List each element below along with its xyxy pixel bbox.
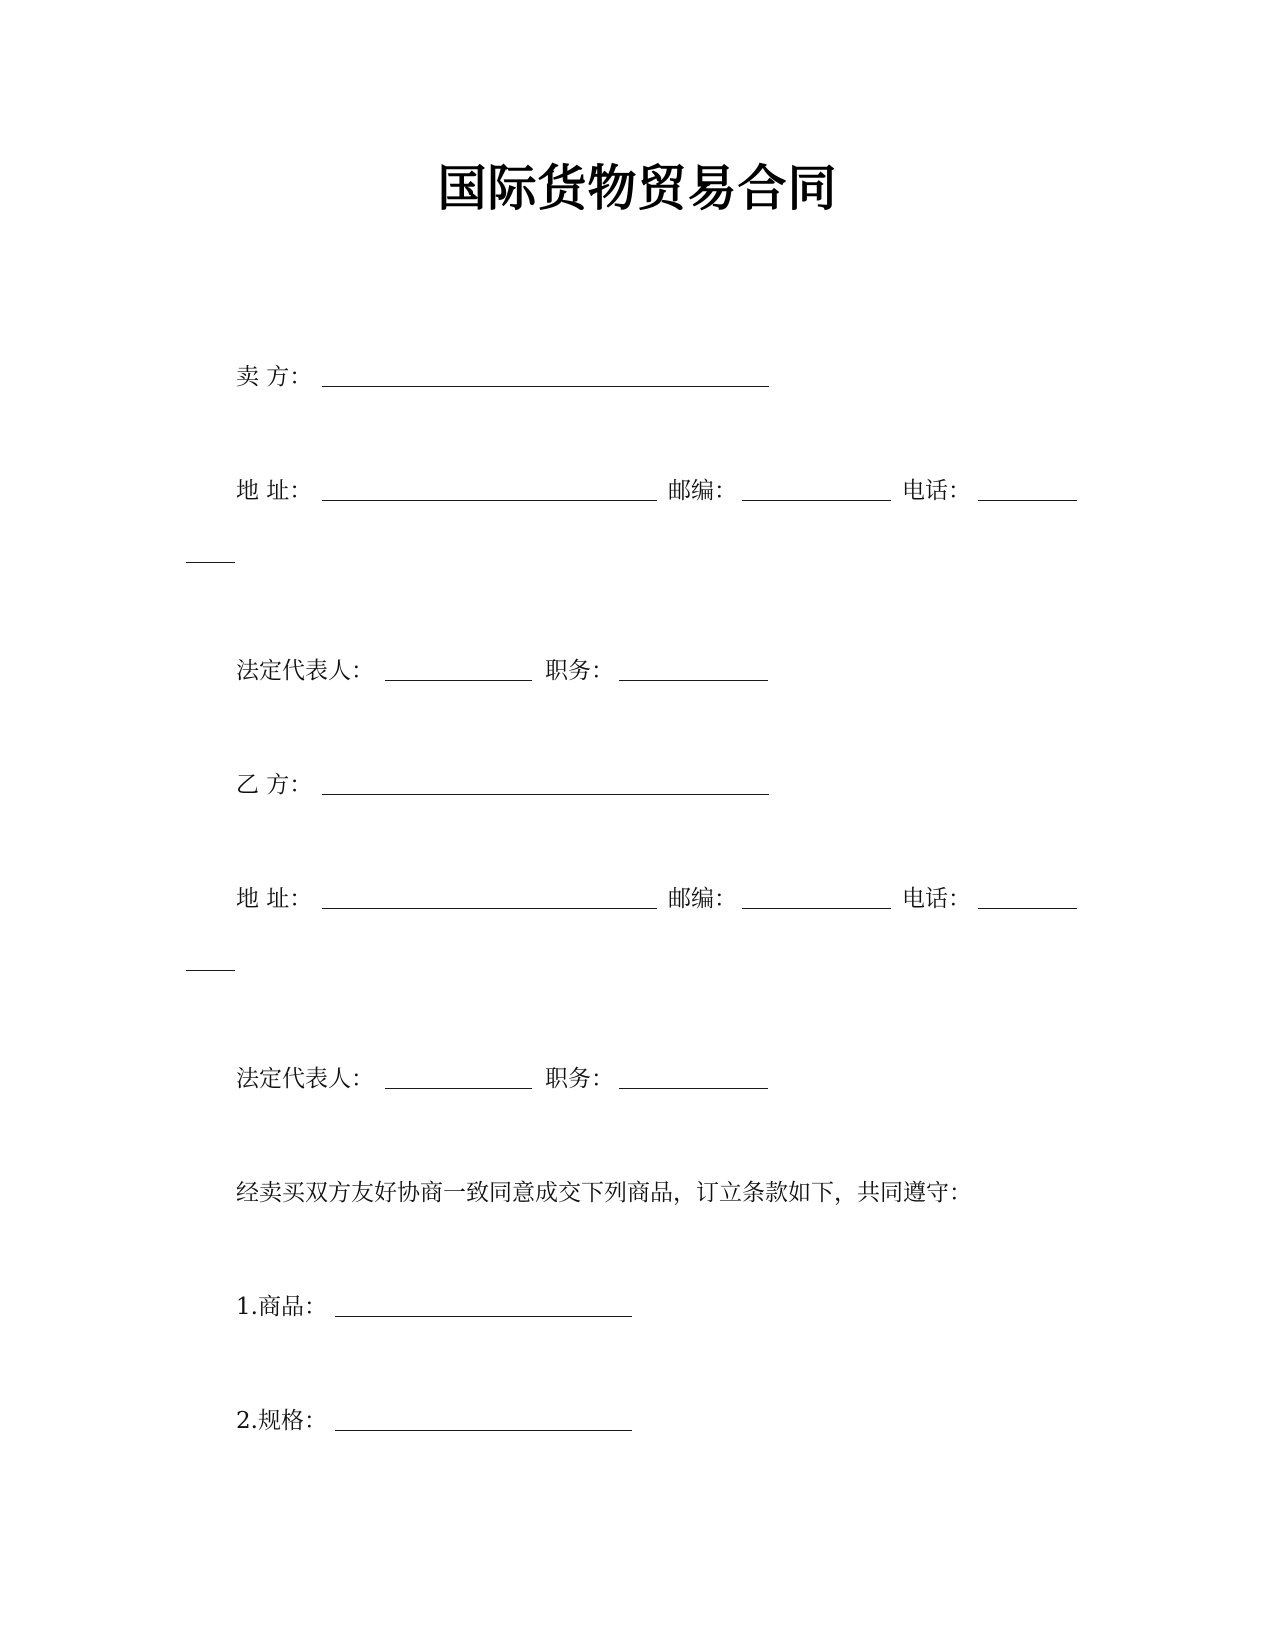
party-b-position-label: 职务： <box>545 1066 614 1092</box>
document-title: 国际货物贸易合同 <box>437 160 838 217</box>
seller-name-blank[interactable] <box>322 386 769 387</box>
seller-phone-label: 电话： <box>902 478 971 504</box>
seller-position-label: 职务： <box>545 658 614 684</box>
seller-address-blank[interactable] <box>322 500 657 501</box>
item-1-label: 1.商品： <box>236 1294 327 1320</box>
party-b-postcode-label: 邮编： <box>668 886 737 912</box>
party-b-name-blank[interactable] <box>322 794 769 795</box>
seller-phone-blank[interactable] <box>978 500 1077 501</box>
party-b-phone-blank[interactable] <box>978 908 1077 909</box>
party-b-phone-blank-continued[interactable] <box>186 970 235 971</box>
party-b-rep-label: 法定代表人： <box>236 1066 374 1092</box>
seller-position-blank[interactable] <box>619 680 768 681</box>
item-2-label: 2.规格： <box>236 1408 327 1434</box>
seller-rep-label: 法定代表人： <box>236 658 374 684</box>
item-1-blank[interactable] <box>335 1316 632 1317</box>
seller-phone-blank-continued[interactable] <box>186 562 235 563</box>
seller-label: 卖 方： <box>236 364 313 390</box>
seller-address-label: 地 址： <box>236 478 313 504</box>
party-b-phone-label: 电话： <box>902 886 971 912</box>
seller-rep-blank[interactable] <box>385 680 532 681</box>
seller-postcode-label: 邮编： <box>668 478 737 504</box>
item-2-blank[interactable] <box>335 1430 632 1431</box>
party-b-label: 乙 方： <box>236 772 313 798</box>
party-b-address-blank[interactable] <box>322 908 657 909</box>
agreement-text: 经卖买双方友好协商一致同意成交下列商品，订立条款如下，共同遵守： <box>236 1180 972 1206</box>
party-b-rep-blank[interactable] <box>385 1088 532 1089</box>
party-b-position-blank[interactable] <box>619 1088 768 1089</box>
seller-postcode-blank[interactable] <box>742 500 891 501</box>
party-b-address-label: 地 址： <box>236 886 313 912</box>
party-b-postcode-blank[interactable] <box>742 908 891 909</box>
